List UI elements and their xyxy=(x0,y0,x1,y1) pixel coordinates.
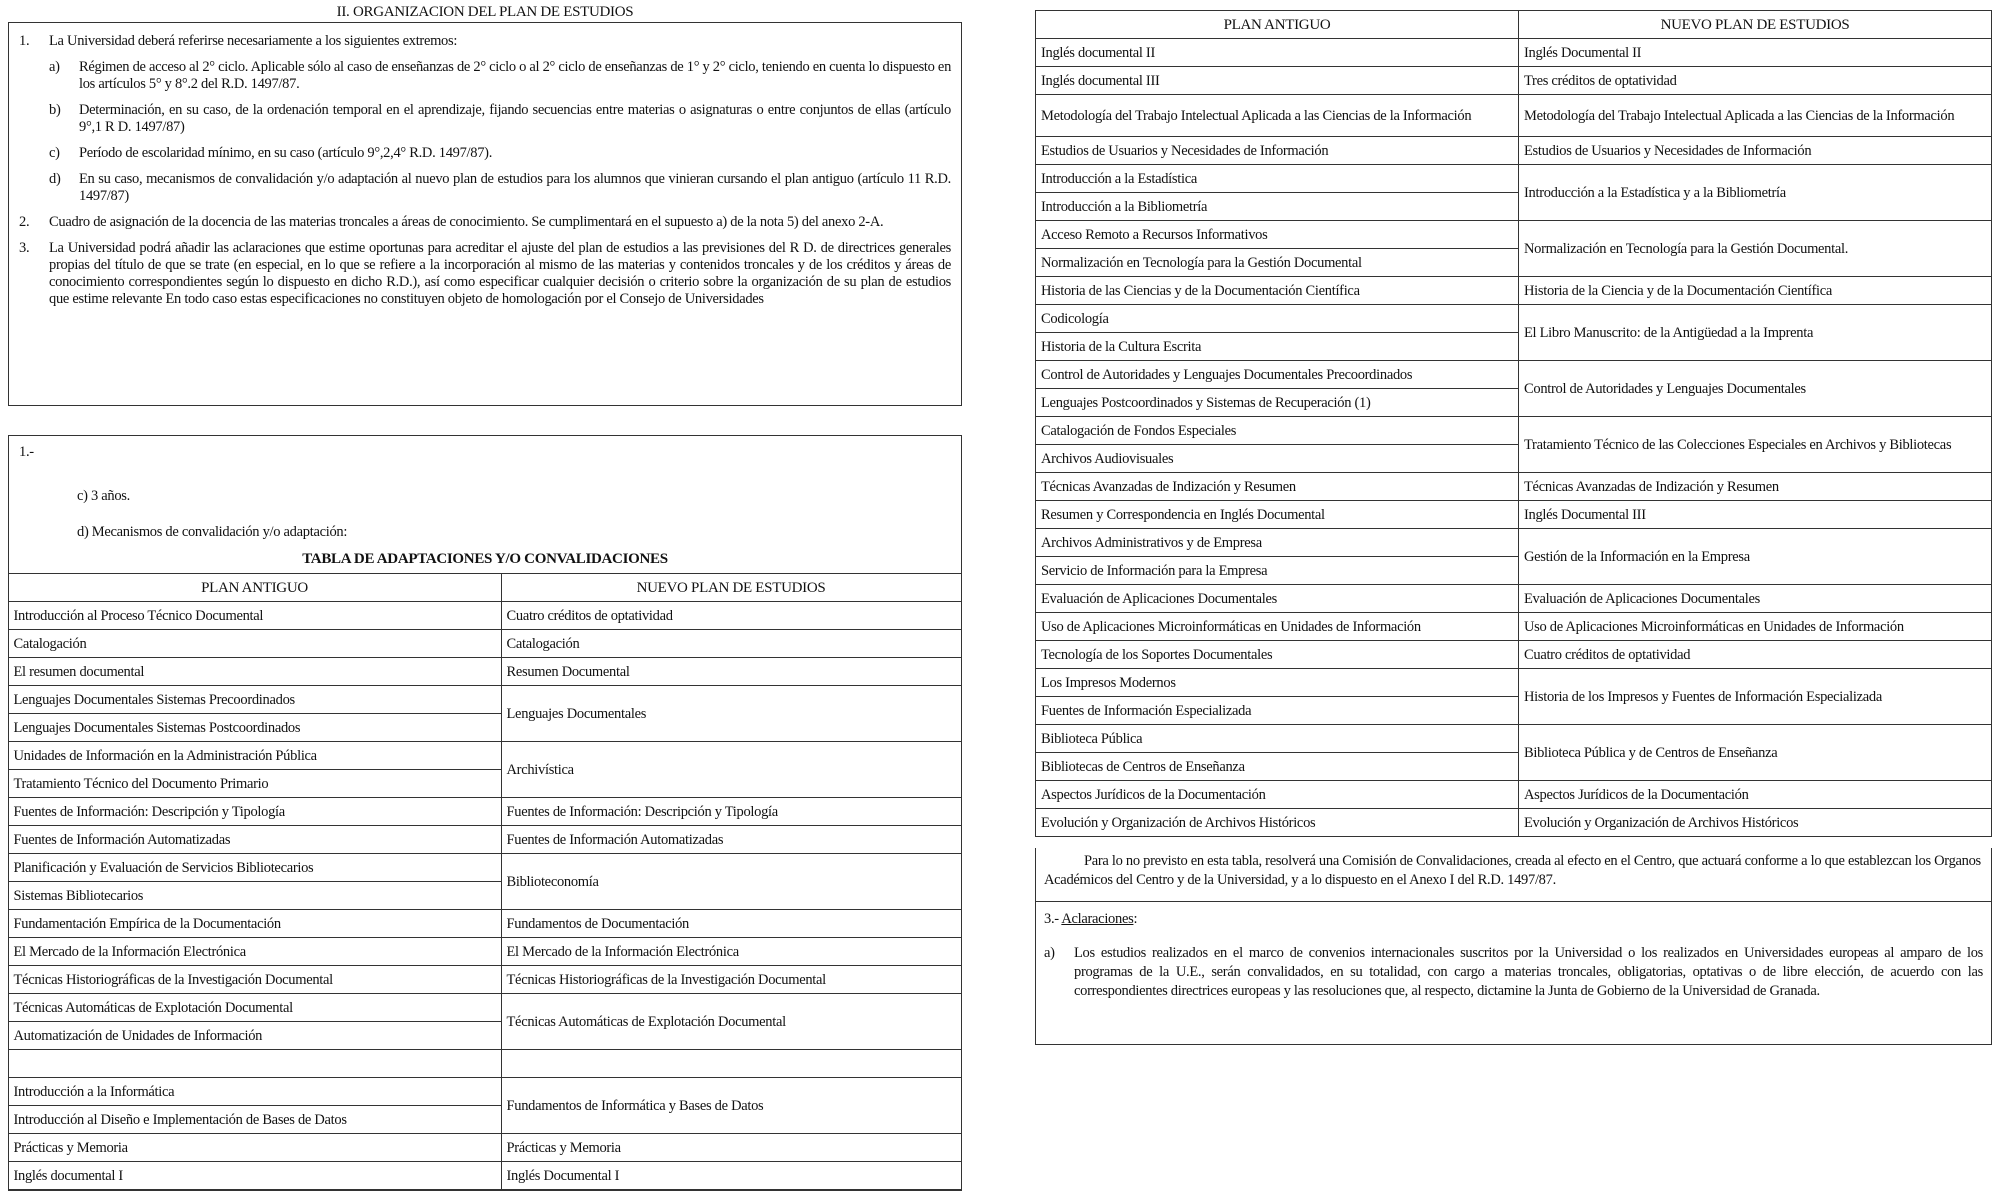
old-plan-subject: Fuentes de Información Especializada xyxy=(1036,697,1519,725)
new-plan-subject: Archivística xyxy=(501,742,961,798)
new-plan-subject: Metodología del Trabajo Intelectual Aplicada a las Ciencias de la Información xyxy=(1519,95,1992,137)
table-row xyxy=(1036,361,1992,389)
table-row xyxy=(1036,417,1992,445)
table-header-row xyxy=(1036,11,1992,39)
new-plan-subject: Fuentes de Información Automatizadas xyxy=(501,826,961,854)
item-number: b) xyxy=(49,102,61,118)
adaptations-table-left xyxy=(8,573,962,1190)
table-row xyxy=(1036,137,1992,165)
answer-c: c) 3 años. xyxy=(77,488,130,504)
old-plan-subject: Uso de Aplicaciones Microinformáticas en Unidades de Información xyxy=(1036,613,1519,641)
table-row xyxy=(8,686,961,714)
new-plan-subject: Catalogación xyxy=(501,630,961,658)
old-plan-subject: Tratamiento Técnico del Documento Primario xyxy=(8,770,501,798)
item-text: La Universidad podrá añadir las aclaraciones que estime oportunas para acreditar el ajuste del plan de estudios a las previsiones del R D. de directrices generales propias del título de que se trate (en especial, en lo que se refiere a la incorporación al mismo de las materias y contenidos troncales y de los créditos y áreas de conocimiento correspondientes según lo dispuesto en dicho R.D.), así como especificar cualquier decisión o criterio sobre la organización de su plan de estudios que estime relevante En todo caso estas especificaciones no constituyen objeto de homologación por el Consejo de Universidades xyxy=(49,240,951,307)
table-row xyxy=(1036,277,1992,305)
old-plan-subject: Acceso Remoto a Recursos Informativos xyxy=(1036,221,1519,249)
table-row xyxy=(8,630,961,658)
instruction-1c xyxy=(49,145,951,162)
old-plan-subject: Automatización de Unidades de Información xyxy=(8,1022,501,1050)
heading-prefix: 3.- xyxy=(1044,911,1062,927)
new-plan-subject: Uso de Aplicaciones Microinformáticas en Unidades de Información xyxy=(1519,613,1992,641)
old-plan-subject: Técnicas Automáticas de Explotación Documental xyxy=(8,994,501,1022)
item-number: c) xyxy=(49,145,60,161)
table-row xyxy=(1036,529,1992,557)
old-plan-subject: Introducción a la Estadística xyxy=(1036,165,1519,193)
table-row xyxy=(1036,473,1992,501)
old-plan-subject: Inglés documental II xyxy=(1036,39,1519,67)
instruction-1b xyxy=(49,102,951,136)
old-plan-subject: Evolución y Organización de Archivos Históricos xyxy=(1036,809,1519,837)
new-plan-subject: Evaluación de Aplicaciones Documentales xyxy=(1519,585,1992,613)
table-row xyxy=(8,994,961,1022)
item-number: d) xyxy=(49,171,61,187)
old-plan-subject: Inglés documental I xyxy=(8,1162,501,1190)
new-plan-subject: Técnicas Automáticas de Explotación Documental xyxy=(501,994,961,1050)
new-plan-subject: Cuatro créditos de optatividad xyxy=(1519,641,1992,669)
old-plan-subject: Bibliotecas de Centros de Enseñanza xyxy=(1036,753,1519,781)
item-text: Régimen de acceso al 2° ciclo. Aplicable sólo al caso de enseñanzas de 2° ciclo o al 2° ciclo de enseñanzas de 1° y 2° ciclo, teniendo en cuenta lo dispuesto en los artículos 5° y 8°.2 del R.D. 1497/87. xyxy=(79,59,952,92)
table-row xyxy=(1036,669,1992,697)
new-plan-subject: Fundamentos de Documentación xyxy=(501,910,961,938)
old-plan-subject xyxy=(8,1050,501,1078)
new-plan-subject: Técnicas Historiográficas de la Investigación Documental xyxy=(501,966,961,994)
new-plan-subject: Inglés Documental III xyxy=(1519,501,1992,529)
aclaraciones-section xyxy=(1035,901,1992,1045)
item-text: En su caso, mecanismos de convalidación y/o adaptación al nuevo plan de estudios para los alumnos que vinieran cursando el plan antiguo (artículo 11 R.D. 1497/87) xyxy=(79,171,951,204)
table-row xyxy=(8,966,961,994)
item-number: 3. xyxy=(19,240,30,256)
new-plan-subject: Técnicas Avanzadas de Indización y Resumen xyxy=(1519,473,1992,501)
old-plan-subject: El resumen documental xyxy=(8,658,501,686)
table-row xyxy=(1036,221,1992,249)
column-header-old: PLAN ANTIGUO xyxy=(1036,11,1519,39)
old-plan-subject: Aspectos Jurídicos de la Documentación xyxy=(1036,781,1519,809)
answer-d: d) Mecanismos de convalidación y/o adaptación: xyxy=(77,524,348,540)
table-row xyxy=(8,1050,961,1078)
new-plan-subject: Historia de los Impresos y Fuentes de Información Especializada xyxy=(1519,669,1992,725)
table-row xyxy=(8,910,961,938)
new-plan-subject: Tres créditos de optatividad xyxy=(1519,67,1992,95)
new-plan-subject: El Libro Manuscrito: de la Antigüedad a la Imprenta xyxy=(1519,305,1992,361)
instruction-1 xyxy=(19,33,951,50)
new-plan-subject: Evolución y Organización de Archivos Históricos xyxy=(1519,809,1992,837)
old-plan-subject: Introducción a la Informática xyxy=(8,1078,501,1106)
aclaraciones-heading xyxy=(1044,911,1983,928)
item-number: a) xyxy=(49,59,60,75)
table-row xyxy=(1036,613,1992,641)
column-header-old: PLAN ANTIGUO xyxy=(8,574,501,602)
table-row xyxy=(1036,725,1992,753)
old-plan-subject: Normalización en Tecnología para la Gestión Documental xyxy=(1036,249,1519,277)
old-plan-subject: Evaluación de Aplicaciones Documentales xyxy=(1036,585,1519,613)
table-row xyxy=(1036,95,1992,137)
new-plan-subject: Tratamiento Técnico de las Colecciones Especiales en Archivos y Bibliotecas xyxy=(1519,417,1992,473)
table-row xyxy=(8,854,961,882)
table-row xyxy=(1036,305,1992,333)
old-plan-subject: Control de Autoridades y Lenguajes Documentales Precoordinados xyxy=(1036,361,1519,389)
old-plan-subject: Codicología xyxy=(1036,305,1519,333)
old-plan-subject: Estudios de Usuarios y Necesidades de Información xyxy=(1036,137,1519,165)
column-header-new: NUEVO PLAN DE ESTUDIOS xyxy=(1519,11,1992,39)
old-plan-subject: Catalogación xyxy=(8,630,501,658)
old-plan-subject: Fuentes de Información Automatizadas xyxy=(8,826,501,854)
new-plan-subject: Fundamentos de Informática y Bases de Datos xyxy=(501,1078,961,1134)
table-row xyxy=(1036,781,1992,809)
table-note: Para lo no previsto en esta tabla, resolverá una Comisión de Convalidaciones, creada al efecto en el Centro, que actuará conforme a lo que establezcan los Organos Académicos del Centro y de la Universidad, y a lo dispuesto en el Anexo I del R.D. 1497/87. xyxy=(1035,848,1992,902)
old-plan-subject: Introducción al Proceso Técnico Documental xyxy=(8,602,501,630)
old-plan-subject: Fuentes de Información: Descripción y Tipología xyxy=(8,798,501,826)
new-plan-subject: Aspectos Jurídicos de la Documentación xyxy=(1519,781,1992,809)
table-row xyxy=(8,826,961,854)
instruction-1a xyxy=(49,59,951,93)
table-row xyxy=(1036,641,1992,669)
instruction-1d xyxy=(49,171,951,205)
old-plan-subject: Inglés documental III xyxy=(1036,67,1519,95)
adaptations-table-right xyxy=(1035,10,1992,837)
column-header-new: NUEVO PLAN DE ESTUDIOS xyxy=(501,574,961,602)
aclaracion-a xyxy=(1044,944,1983,1001)
old-plan-subject: Sistemas Bibliotecarios xyxy=(8,882,501,910)
item-number: a) xyxy=(1044,945,1055,961)
new-plan-subject: Resumen Documental xyxy=(501,658,961,686)
old-plan-subject: Historia de la Cultura Escrita xyxy=(1036,333,1519,361)
old-plan-subject: Prácticas y Memoria xyxy=(8,1134,501,1162)
instruction-2 xyxy=(19,214,951,231)
old-plan-subject: Tecnología de los Soportes Documentales xyxy=(1036,641,1519,669)
new-plan-subject: Inglés Documental I xyxy=(501,1162,961,1190)
table-row xyxy=(8,1162,961,1190)
old-plan-subject: Lenguajes Documentales Sistemas Precoordinados xyxy=(8,686,501,714)
item-text: Los estudios realizados en el marco de convenios internacionales suscritos por la Universidad o los realizados en Universidades europeas al amparo de los programas de la U.E., serán convalidados, en su totalidad, con cargo a materias troncales, obligatorias, optativas o de libre elección, de acuerdo con las correspondientes directrices europeas y las resoluciones que, al respecto, dictamine la Junta de Gobierno de la Universidad de Granada. xyxy=(1074,945,1983,999)
old-plan-subject: Historia de las Ciencias y de la Documentación Científica xyxy=(1036,277,1519,305)
old-plan-subject: Archivos Administrativos y de Empresa xyxy=(1036,529,1519,557)
table-row xyxy=(1036,165,1992,193)
item-number: 1. xyxy=(19,33,30,49)
table-row xyxy=(1036,585,1992,613)
old-plan-subject: Catalogación de Fondos Especiales xyxy=(1036,417,1519,445)
table-row xyxy=(1036,809,1992,837)
instructions-box xyxy=(8,22,962,406)
table-row xyxy=(8,602,961,630)
table-title: TABLA DE ADAPTACIONES Y/O CONVALIDACIONES xyxy=(302,551,668,567)
new-plan-subject: Cuatro créditos de optatividad xyxy=(501,602,961,630)
table-row xyxy=(1036,501,1992,529)
new-plan-subject: Prácticas y Memoria xyxy=(501,1134,961,1162)
table-row xyxy=(8,798,961,826)
table-header-row xyxy=(8,574,961,602)
old-plan-subject: Metodología del Trabajo Intelectual Aplicada a las Ciencias de la Información xyxy=(1036,95,1519,137)
old-plan-subject: Fundamentación Empírica de la Documentación xyxy=(8,910,501,938)
new-plan-subject: Gestión de la Información en la Empresa xyxy=(1519,529,1992,585)
table-row xyxy=(1036,39,1992,67)
old-plan-subject: Técnicas Historiográficas de la Investigación Documental xyxy=(8,966,501,994)
answers-box xyxy=(8,435,962,1191)
new-plan-subject: Normalización en Tecnología para la Gestión Documental. xyxy=(1519,221,1992,277)
old-plan-subject: El Mercado de la Información Electrónica xyxy=(8,938,501,966)
old-plan-subject: Introducción al Diseño e Implementación de Bases de Datos xyxy=(8,1106,501,1134)
table-row xyxy=(8,1134,961,1162)
table-row xyxy=(8,1078,961,1106)
new-plan-subject: Lenguajes Documentales xyxy=(501,686,961,742)
table-row xyxy=(8,742,961,770)
new-plan-subject: Estudios de Usuarios y Necesidades de Información xyxy=(1519,137,1992,165)
new-plan-subject: Historia de la Ciencia y de la Documentación Científica xyxy=(1519,277,1992,305)
new-plan-subject: Introducción a la Estadística y a la Bibliometría xyxy=(1519,165,1992,221)
old-plan-subject: Técnicas Avanzadas de Indización y Resumen xyxy=(1036,473,1519,501)
old-plan-subject: Planificación y Evaluación de Servicios Bibliotecarios xyxy=(8,854,501,882)
old-plan-subject: Servicio de Información para la Empresa xyxy=(1036,557,1519,585)
table-row xyxy=(8,658,961,686)
item-text: Período de escolaridad mínimo, en su caso (artículo 9°,2,4° R.D. 1497/87). xyxy=(79,145,493,161)
old-plan-subject: Introducción a la Bibliometría xyxy=(1036,193,1519,221)
page-title: II. ORGANIZACION DEL PLAN DE ESTUDIOS xyxy=(336,4,634,20)
new-plan-subject: El Mercado de la Información Electrónica xyxy=(501,938,961,966)
new-plan-subject: Control de Autoridades y Lenguajes Documentales xyxy=(1519,361,1992,417)
old-plan-subject: Lenguajes Postcoordinados y Sistemas de Recuperación (1) xyxy=(1036,389,1519,417)
old-plan-subject: Biblioteca Pública xyxy=(1036,725,1519,753)
old-plan-subject: Los Impresos Modernos xyxy=(1036,669,1519,697)
heading-text: Aclaraciones xyxy=(1061,911,1134,927)
section-number: 1.- xyxy=(19,444,34,460)
table-row xyxy=(8,938,961,966)
old-plan-subject: Resumen y Correspondencia en Inglés Documental xyxy=(1036,501,1519,529)
item-text: Cuadro de asignación de la docencia de las materias troncales a áreas de conocimiento. Se cumplimentará en el supuesto a) de la nota 5) del anexo 2-A. xyxy=(49,214,884,230)
new-plan-subject: Biblioteca Pública y de Centros de Enseñanza xyxy=(1519,725,1992,781)
item-text: Determinación, en su caso, de la ordenación temporal en el aprendizaje, fijando secuencias entre materias o asignaturas o entre conjuntos de ellas (artículo 9°,1 R D. 1497/87) xyxy=(79,102,951,135)
heading-colon: : xyxy=(1133,911,1138,927)
old-plan-subject: Lenguajes Documentales Sistemas Postcoordinados xyxy=(8,714,501,742)
old-plan-subject: Archivos Audiovisuales xyxy=(1036,445,1519,473)
item-number: 2. xyxy=(19,214,30,230)
table-row xyxy=(1036,67,1992,95)
instruction-3 xyxy=(19,240,951,308)
item-text: La Universidad deberá referirse necesariamente a los siguientes extremos: xyxy=(49,33,458,49)
new-plan-subject: Inglés Documental II xyxy=(1519,39,1992,67)
new-plan-subject xyxy=(501,1050,961,1078)
old-plan-subject: Unidades de Información en la Administración Pública xyxy=(8,742,501,770)
new-plan-subject: Biblioteconomía xyxy=(501,854,961,910)
new-plan-subject: Fuentes de Información: Descripción y Tipología xyxy=(501,798,961,826)
